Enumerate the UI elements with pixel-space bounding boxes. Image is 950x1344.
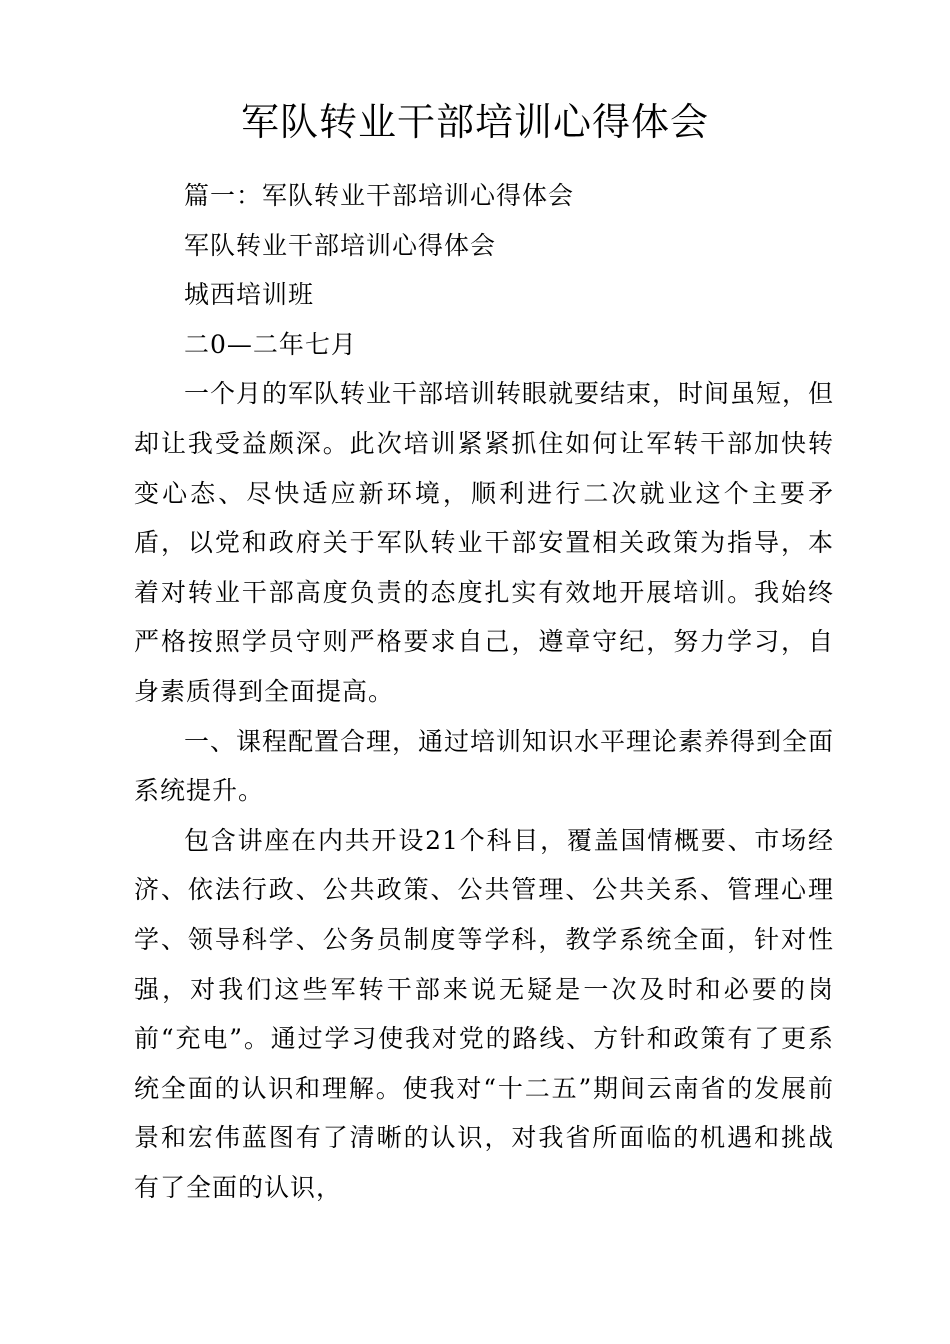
paragraph-subtitle: 军队转业干部培训心得体会 — [184, 230, 497, 260]
document-title: 军队转业干部培训心得体会 — [240, 100, 709, 144]
paragraph-intro: 一个月的军队转业干部培训转眼就要结束，时间虽短，但却让我受益颇深。此次培训紧紧抓住如何让军转干部加快转变心态、尽快适应新环境，顺利进行二次就业这个主要矛盾，以党和政府关于军队转业干部安置相关政策为指导，本着对转业干部高度负责的态度扎实有效地开展培训。我始终严格按照学员守则严格要求自己，遵章守纪，努力学习，自身素质得到全面提高。 — [134, 379, 835, 706]
paragraph-date: 二0—二年七月 — [184, 329, 357, 359]
paragraph-class-name: 城西培训班 — [184, 280, 315, 310]
paragraph-point-one-body: 包含讲座在内共开设21个科目，覆盖国情概要、市场经济、依法行政、公共政策、公共管理、公共关系、管理心理学、领导科学、公务员制度等学科，教学系统全面，针对性强，对我们这些军转干部来说无疑是一次及时和必要的岗前“充电”。通过学习使我对党的路线、方针和政策有了更系统全面的认识和理解。使我对“十二五”期间云南省的发展前景和宏伟蓝图有了清晰的认识，对我省所面临的机遇和挑战有了全面的认识， — [134, 825, 834, 1202]
document-body — [134, 171, 834, 1212]
paragraph-section-heading: 篇一：军队转业干部培训心得体会 — [184, 181, 575, 210]
paragraph-point-one-heading: 一、课程配置合理，通过培训知识水平理论素养得到全面系统提升。 — [134, 726, 835, 806]
